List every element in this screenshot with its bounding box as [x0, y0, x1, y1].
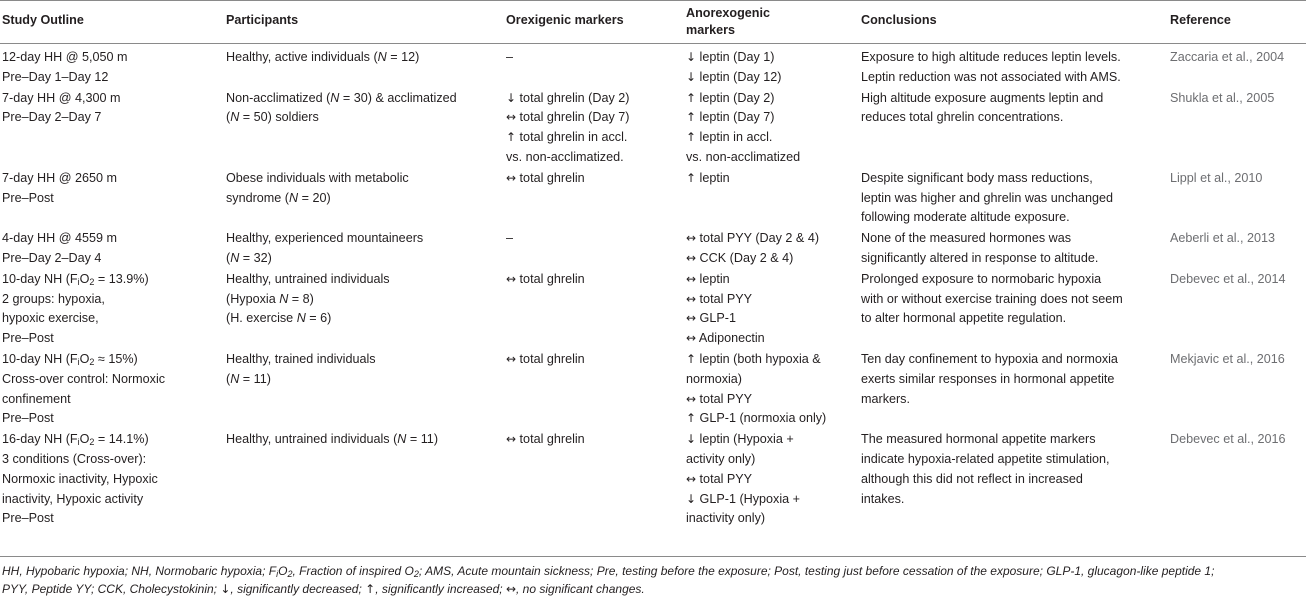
header-study: Study Outline [0, 1, 224, 44]
study-line: inactivity, Hypoxic activity [2, 491, 144, 506]
cell-participants [224, 269, 504, 349]
cell-anorexigenic [684, 168, 859, 228]
header-row [0, 1, 1306, 44]
anorexigenic-line: ↔ total PYY [686, 391, 753, 406]
study-line: Pre–Day 2–Day 7 [2, 110, 102, 125]
cell-conclusions [859, 349, 1168, 429]
cell-study [0, 44, 224, 88]
anorexigenic-line: ↑ leptin (both hypoxia & [686, 351, 821, 366]
table-row [0, 269, 1306, 349]
anorexigenic-line: ↓ leptin (Day 1) [686, 50, 775, 64]
anorexigenic-line: ↑ leptin [686, 170, 730, 185]
orexigenic-line: – [506, 50, 514, 64]
study-line: confinement [2, 391, 71, 406]
anorexigenic-line: ↔ Adiponectin [686, 331, 765, 346]
footnote-line: PYY, Peptide YY; CCK, Cholecystokinin; ↓, significantly decreased; ↑, significantly increased; ↔, no significant changes. [2, 582, 645, 596]
study-line: Normoxic inactivity, Hypoxic [2, 471, 158, 486]
study-line: 4-day HH @ 4559 m [2, 231, 117, 246]
cell-reference [1168, 228, 1306, 269]
study-line: 7-day HH @ 2650 m [2, 170, 117, 185]
cell-anorexigenic [684, 44, 859, 88]
cell-orexigenic [504, 44, 684, 88]
orexigenic-line: ↔ total ghrelin [506, 351, 585, 366]
anorexigenic-line: inactivity only) [686, 511, 766, 526]
participants-line: (H. exercise N = 6) [226, 311, 332, 326]
cell-study [0, 429, 224, 529]
cell-participants [224, 88, 504, 168]
participants-line: (Hypoxia N = 8) [226, 291, 314, 306]
orexigenic-line: – [506, 231, 514, 246]
cell-study [0, 269, 224, 349]
footnote-divider [0, 556, 1306, 557]
participants-line: syndrome (N = 20) [226, 190, 331, 205]
conclusions-line: to alter hormonal appetite regulation. [861, 311, 1067, 326]
participants-line: Healthy, untrained individuals [226, 271, 390, 286]
reference-text: Aeberli et al., 2013 [1170, 231, 1276, 246]
orexigenic-line: ↔ total ghrelin [506, 432, 585, 447]
cell-orexigenic [504, 349, 684, 429]
cell-anorexigenic [684, 88, 859, 168]
study-line: 2 groups: hypoxia, [2, 291, 105, 306]
anorexigenic-line: ↑ GLP-1 (normoxia only) [686, 411, 827, 426]
cell-conclusions [859, 269, 1168, 349]
participants-line: (N = 32) [226, 250, 272, 265]
study-line: 12-day HH @ 5,050 m [2, 50, 128, 64]
table-row [0, 349, 1306, 429]
participants-line: Healthy, active individuals (N = 12) [226, 50, 420, 64]
header-anorexigenic-line2: markers [686, 23, 736, 37]
cell-conclusions [859, 44, 1168, 88]
cell-conclusions [859, 88, 1168, 168]
anorexigenic-line: ↔ total PYY [686, 291, 753, 306]
conclusions-line: Ten day confinement to hypoxia and normoxia [861, 351, 1118, 366]
anorexigenic-line: ↓ leptin (Day 12) [686, 69, 782, 84]
conclusions-line: indicate hypoxia-related appetite stimulation, [861, 451, 1110, 466]
anorexigenic-line: ↑ leptin (Day 7) [686, 110, 775, 125]
participants-line: Healthy, trained individuals [226, 351, 376, 366]
header-anorexigenic-line1: Anorexogenic [686, 6, 770, 20]
participants-line: Healthy, experienced mountaineers [226, 231, 424, 246]
anorexigenic-line: ↔ leptin [686, 271, 730, 286]
conclusions-line: Leptin reduction was not associated with AMS. [861, 69, 1121, 84]
cell-participants [224, 228, 504, 269]
study-line: Pre–Post [2, 331, 54, 346]
anorexigenic-line: normoxia) [686, 371, 742, 386]
anorexigenic-line: ↓ leptin (Hypoxia + [686, 432, 794, 447]
conclusions-line: leptin was higher and ghrelin was unchanged [861, 190, 1114, 205]
study-line: 3 conditions (Cross-over): [2, 451, 147, 466]
table-footnote [2, 562, 1302, 598]
cell-anorexigenic [684, 228, 859, 269]
table-row [0, 228, 1306, 269]
cell-orexigenic [504, 88, 684, 168]
orexigenic-line: ↔ total ghrelin [506, 170, 585, 185]
cell-conclusions [859, 168, 1168, 228]
table-row [0, 44, 1306, 88]
cell-orexigenic [504, 228, 684, 269]
header-conclusions: Conclusions [859, 1, 1168, 44]
participants-line: (N = 50) soldiers [226, 110, 319, 125]
orexigenic-line: ↓ total ghrelin (Day 2) [506, 90, 630, 105]
table-row [0, 88, 1306, 168]
anorexigenic-line: activity only) [686, 451, 756, 466]
conclusions-line: Prolonged exposure to normobaric hypoxia [861, 271, 1102, 286]
cell-participants [224, 349, 504, 429]
study-line: 16-day NH $(F_iO_2 = 14.1\%)$ [2, 432, 149, 448]
conclusions-line: The measured hormonal appetite markers [861, 432, 1096, 447]
anorexigenic-line: ↔ total PYY [686, 471, 753, 486]
conclusions-line: reduces total ghrelin concentrations. [861, 110, 1064, 125]
participants-line: Obese individuals with metabolic [226, 170, 409, 185]
table-body [0, 44, 1306, 530]
anorexigenic-line: ↑ leptin in accl. [686, 130, 773, 145]
cell-reference [1168, 349, 1306, 429]
anorexigenic-line: ↑ leptin (Day 2) [686, 90, 775, 105]
reference-text: Debevec et al., 2014 [1170, 271, 1286, 286]
conclusions-line: Despite significant body mass reductions, [861, 170, 1093, 185]
reference-text: Mekjavic et al., 2016 [1170, 351, 1285, 366]
anorexigenic-line: ↔ GLP-1 [686, 311, 736, 326]
cell-reference [1168, 429, 1306, 529]
study-line: Cross-over control: Normoxic [2, 371, 166, 386]
header-reference: Reference [1168, 1, 1306, 44]
cell-study [0, 168, 224, 228]
table-row [0, 168, 1306, 228]
conclusions-line: High altitude exposure augments leptin and [861, 90, 1104, 105]
study-line: 10-day NH $(F_iO_2 \approx 15\%)$ [2, 351, 138, 367]
reference-text: Zaccaria et al., 2004 [1170, 50, 1285, 64]
cell-participants [224, 429, 504, 529]
participants-line: (N = 11) [226, 371, 271, 386]
cell-anorexigenic [684, 349, 859, 429]
conclusions-line: intakes. [861, 491, 905, 506]
cell-orexigenic [504, 429, 684, 529]
reference-text: Shukla et al., 2005 [1170, 90, 1275, 105]
anorexigenic-line: ↔ CCK (Day 2 & 4) [686, 250, 794, 265]
cell-conclusions [859, 429, 1168, 529]
cell-reference [1168, 44, 1306, 88]
study-line: 7-day HH @ 4,300 m [2, 90, 121, 105]
header-orexigenic: Orexigenic markers [504, 1, 684, 44]
conclusions-line: exerts similar responses in hormonal appetite [861, 371, 1115, 386]
orexigenic-line: ↑ total ghrelin in accl. [506, 130, 628, 145]
study-line: hypoxic exercise, [2, 311, 99, 326]
cell-reference [1168, 168, 1306, 228]
reference-text: Debevec et al., 2016 [1170, 432, 1286, 447]
table-row [0, 429, 1306, 529]
study-line: Pre–Post [2, 411, 54, 426]
study-line: 10-day NH $(F_iO_2 = 13.9\%)$ [2, 271, 149, 287]
anorexigenic-line: vs. non-acclimatized [686, 149, 801, 164]
cell-reference [1168, 88, 1306, 168]
cell-study [0, 349, 224, 429]
reference-text: Lippl et al., 2010 [1170, 170, 1263, 185]
cell-participants [224, 44, 504, 88]
conclusions-line: markers. [861, 391, 910, 406]
orexigenic-line: ↔ total ghrelin [506, 271, 585, 286]
cell-study [0, 228, 224, 269]
header-anorexigenic [684, 1, 859, 44]
conclusions-line: with or without exercise training does not seem [861, 291, 1123, 306]
orexigenic-line: vs. non-acclimatized. [506, 149, 624, 164]
cell-orexigenic [504, 168, 684, 228]
cell-orexigenic [504, 269, 684, 349]
anorexigenic-line: ↓ GLP-1 (Hypoxia + [686, 491, 801, 506]
study-line: Pre–Post [2, 190, 54, 205]
participants-line: Non-acclimatized (N = 30) & acclimatized [226, 90, 457, 105]
cell-conclusions [859, 228, 1168, 269]
header-participants: Participants [224, 1, 504, 44]
conclusions-line: significantly altered in response to altitude. [861, 250, 1099, 265]
study-line: Pre–Post [2, 511, 54, 526]
conclusions-line: Exposure to high altitude reduces leptin levels. [861, 50, 1121, 64]
participants-line: Healthy, untrained individuals (N = 11) [226, 432, 439, 447]
orexigenic-line: ↔ total ghrelin (Day 7) [506, 110, 630, 125]
anorexigenic-line: ↔ total PYY (Day 2 & 4) [686, 231, 820, 246]
cell-anorexigenic [684, 429, 859, 529]
conclusions-line: although this did not reflect in increased [861, 471, 1083, 486]
study-line: Pre–Day 2–Day 4 [2, 250, 102, 265]
cell-study [0, 88, 224, 168]
footnote-line: HH, Hypobaric hypoxia; NH, Normobaric hypoxia; $F_iO_2$, Fraction of inspired $O_2$; AMS, Acute mountain sickness; Pre, testing before the exposure; Post, testing just before cessation of the exposure; GLP-1, glucagon-like peptide 1; [2, 564, 1215, 579]
conclusions-line: None of the measured hormones was [861, 231, 1072, 246]
study-line: Pre–Day 1–Day 12 [2, 69, 109, 84]
conclusions-line: following moderate altitude exposure. [861, 210, 1070, 225]
cell-anorexigenic [684, 269, 859, 349]
cell-participants [224, 168, 504, 228]
cell-reference [1168, 269, 1306, 349]
